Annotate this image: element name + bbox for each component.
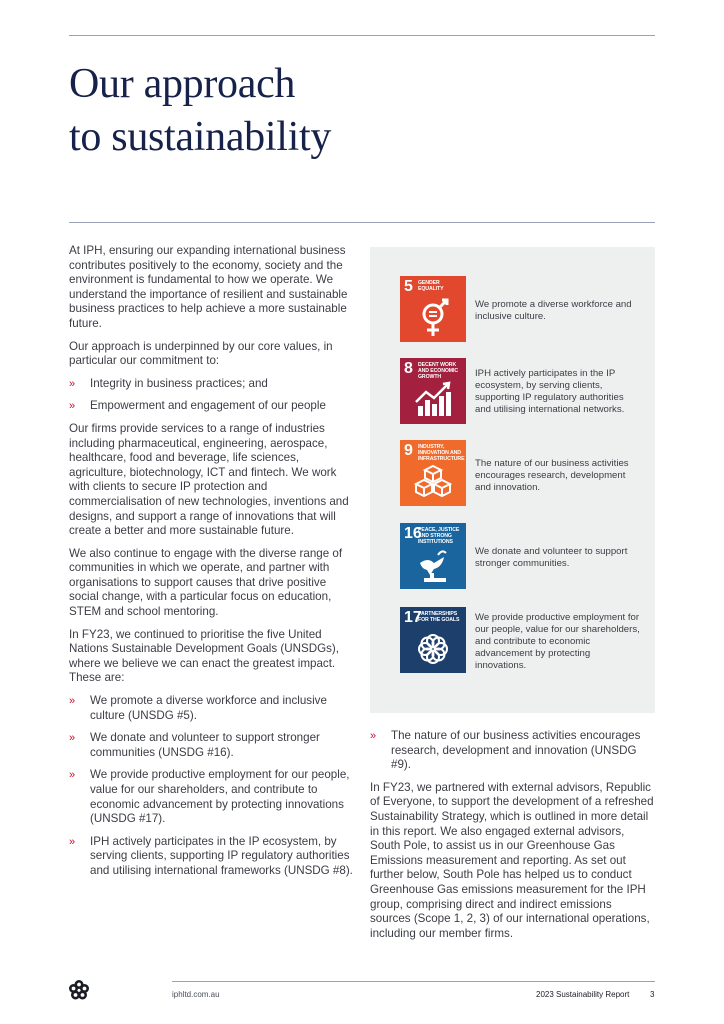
page-title-line-1: Our approach — [69, 61, 296, 107]
values-list — [69, 377, 354, 414]
sdg-5-tile — [400, 276, 466, 342]
partnership-flower-icon — [400, 607, 466, 673]
industry-cubes-icon — [400, 440, 466, 506]
list-item: » IPH actively participates in the IP ecosystem, by serving clients, supporting IP regulatory authorities and utilising international frameworks (UNSDG #8). — [69, 834, 353, 877]
sdg-8-tile — [400, 358, 466, 424]
sdg-label: PARTNERSHIPS FOR THE GOALS — [418, 611, 460, 623]
list-item: » Empowerment and engagement of our people — [69, 399, 326, 413]
communities-paragraph: We also continue to engage with the diverse range of communities in which we operate, and partner with organisations to support causes that drive positive social change, with a particular focus on education, STEM and school mentoring. — [69, 546, 343, 619]
right-column — [370, 729, 655, 949]
partners-paragraph: In FY23, we partnered with external advisors, Republic of Everyone, to support the development of a refreshed Sustainability Strategy, which is outlined in more detail in this report. We also engaged external advisors, South Pole, to assist us in our Greenhouse Gas Emissions measurement and reporting. As set out further below, South Pole has helped us to conduct Greenhouse Gas emissions measurement for the IPH group, comprising direct and indirect emissions sources (Scope 1, 2, 3) of our international operations, including our member firms. — [370, 780, 654, 940]
sdg-label: PEACE, JUSTICE AND STRONG INSTITUTIONS — [418, 527, 460, 545]
left-column — [69, 244, 354, 887]
bullet-chevron-icon: » — [69, 695, 76, 708]
page-number: 3 — [650, 990, 655, 999]
list-item: » The nature of our business activities encourages research, development and innovation (UNSDG #9). — [370, 729, 641, 772]
sdg-9-tile — [400, 440, 466, 506]
sdg-9-description: The nature of our business activities encourages research, development and innovation. — [475, 458, 629, 493]
gender-equality-icon — [400, 276, 466, 342]
sdg-label: DECENT WORK AND ECONOMIC GROWTH — [418, 362, 459, 380]
list-item: » Integrity in business practices; and — [69, 376, 268, 390]
sdg-label: INDUSTRY, INNOVATION AND INFRASTRUCTURE — [418, 444, 465, 462]
goals-list — [69, 694, 354, 879]
sdg-number: 16 — [404, 525, 422, 542]
dove-gavel-icon — [400, 523, 466, 589]
page-title-line-2: to sustainability — [69, 114, 332, 160]
footer-divider — [172, 981, 655, 982]
sdg-16-description: We donate and volunteer to support stronger communities. — [475, 546, 628, 569]
sdg-number: 5 — [404, 278, 413, 295]
sdg-17-tile — [400, 607, 466, 673]
list-item: » We provide productive employment for our people, value for our shareholders, and contribute to economic advancement by protecting innovations (UNSDG #17). — [69, 768, 350, 826]
bullet-chevron-icon: » — [69, 400, 76, 413]
goals-list-continued — [370, 729, 655, 773]
sdg-number: 9 — [404, 442, 413, 459]
sdg-5-description: We promote a diverse workforce and inclusive culture. — [475, 299, 632, 322]
bullet-chevron-icon: » — [69, 377, 76, 390]
bullet-chevron-icon: » — [69, 835, 76, 848]
sdg-number: 17 — [404, 609, 422, 626]
sdg-panel — [370, 247, 655, 713]
title-divider — [69, 222, 655, 223]
page-title — [69, 58, 331, 164]
sdg-17-description: We provide productive employment for our people, value for our shareholders, and contribute to economic advancement by protecting innovations. — [475, 612, 640, 671]
sdg-number: 8 — [404, 360, 413, 377]
unsdg-intro-paragraph: In FY23, we continued to prioritise the five United Nations Sustainable Development Goals (UNSDGs), where we believe we can enact the greatest impact. These are: — [69, 627, 339, 685]
sdg-8-description: IPH actively participates in the IP ecosystem, by serving clients, supporting IP regulatory authorities and utilising international networks. — [475, 368, 625, 415]
industries-paragraph: Our firms provide services to a range of industries including pharmaceutical, engineering, aerospace, healthcare, food and beverage, life sciences, agriculture, biotechnology, ICT and fintech. We work with clients to secure IP protection and commercialisation of new technologies, inventions and designs, and support a range of innovations that will create a better and more sustainable future. — [69, 421, 349, 538]
values-intro-paragraph: Our approach is underpinned by our core values, in particular our commitment to: — [69, 339, 333, 368]
intro-paragraph: At IPH, ensuring our expanding international business contributes positively to the economy, society and the environment is fundamental to how we operate. We understand the importance of resilient and sustainable business practices to help achieve a more sustainable future. — [69, 244, 348, 330]
footer-report-title: 2023 Sustainability Report — [536, 990, 630, 999]
list-item: » We donate and volunteer to support stronger communities (UNSDG #16). — [69, 731, 320, 759]
footer-url-link[interactable]: iphltd.com.au — [172, 990, 220, 999]
sdg-16-tile — [400, 523, 466, 589]
bullet-chevron-icon: » — [370, 730, 377, 742]
sdg-label: GENDER EQUALITY — [418, 280, 444, 292]
bullet-chevron-icon: » — [69, 732, 76, 745]
bullet-chevron-icon: » — [69, 769, 76, 782]
list-item: » We promote a diverse workforce and inclusive culture (UNSDG #5). — [69, 694, 327, 722]
economic-growth-icon — [400, 358, 466, 424]
iph-logo-icon — [69, 980, 89, 1005]
top-divider — [69, 35, 655, 36]
